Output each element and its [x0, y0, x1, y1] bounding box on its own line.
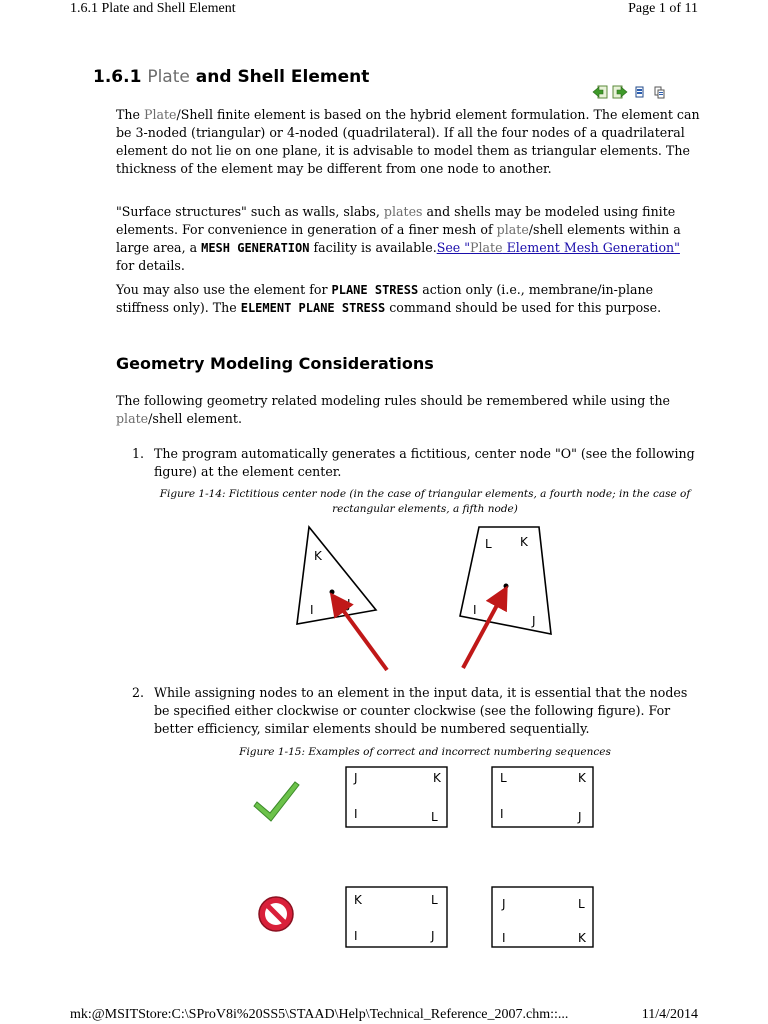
list-text: The program automatically generates a fictitious, center node "O" (see the following figure) at the element center.	[154, 446, 695, 479]
incorrect-element-b	[492, 887, 593, 947]
list-item	[116, 684, 700, 738]
title-highlight: Plate	[147, 67, 190, 87]
node-label: J	[578, 810, 582, 824]
element-plane-stress-keyword: ELEMENT PLANE STRESS	[240, 301, 386, 315]
previous-topic-icon[interactable]	[592, 84, 608, 100]
correct-element-a	[346, 767, 447, 827]
node-label: L	[578, 897, 585, 911]
node-label: I	[354, 929, 358, 943]
mesh-generation-keyword: MESH GENERATION	[201, 241, 310, 255]
node-label: K	[314, 549, 322, 563]
node-label: J	[347, 597, 351, 611]
figure-caption: Figure 1-14: Fictitious center node (in the case of triangular elements, a fourth node; in the case of rectangular elements, a fifth node)	[159, 488, 691, 515]
list-number: 2.	[132, 685, 145, 700]
mesh-generation-link[interactable]: See "Plate Element Mesh Generation"	[436, 240, 680, 255]
node-label: I	[502, 931, 506, 945]
node-label: J	[532, 614, 536, 628]
intro-paragraph: The Plate/Shell finite element is based on the hybrid element formulation. The element can be 3-noded (triangular) or 4-noded (quadrilateral). If all the four nodes of a quadrilateral element do not lie on one plane, it is advisable to model them as triangular elements. The thickness of the element may be different from one node to another.	[116, 107, 700, 176]
page-footer-date: 11/4/2014	[641, 1007, 698, 1022]
help-toolbar	[592, 84, 668, 100]
plane-stress-keyword: PLANE STRESS	[331, 283, 419, 297]
correct-element-b	[492, 767, 593, 827]
geometry-rules-paragraph: The following geometry related modeling rules should be remembered while using the plate/shell element.	[116, 393, 671, 426]
page-number: Page 1 of 11	[628, 1, 698, 16]
numbering-sequence-figure	[250, 764, 610, 949]
page-header-title: 1.6.1 Plate and Shell Element	[70, 1, 236, 16]
list-text: While assigning nodes to an element in the input data, it is essential that the nodes be specified either clockwise or counter clockwise (see the following figure). For better efficiency, similar elements should be numbered sequentially.	[154, 685, 688, 736]
node-label: J	[354, 771, 358, 785]
title-rest: and Shell Element	[195, 67, 370, 87]
center-node-figure	[280, 518, 580, 678]
check-icon	[254, 782, 299, 821]
node-label: K	[433, 771, 441, 785]
copy-icon[interactable]	[652, 84, 668, 100]
center-node	[504, 584, 509, 589]
section-number: 1.6.1	[93, 67, 142, 87]
quad-element	[460, 527, 551, 634]
section-heading: Geometry Modeling Considerations	[116, 354, 434, 373]
node-label: K	[354, 893, 362, 907]
prohibited-icon	[259, 897, 293, 931]
surface-structures-paragraph: "Surface structures" such as walls, slabs, plates and shells may be modeled using finite elements. For convenience in generation of a finer mesh of plate/shell elements within a large area, a MESH GENERATION facility is available.See "Plate Element Mesh Generation" for details.	[116, 204, 681, 273]
node-label: L	[431, 893, 438, 907]
node-label: L	[431, 810, 438, 824]
list-number: 1.	[132, 446, 145, 461]
center-node	[330, 590, 335, 595]
incorrect-element-a	[346, 887, 447, 947]
plate-highlight: Plate	[143, 107, 177, 122]
list-item	[116, 445, 700, 481]
page-title	[93, 67, 369, 87]
node-label: I	[310, 603, 314, 617]
figure-caption: Figure 1-15: Examples of correct and incorrect numbering sequences	[239, 746, 611, 758]
node-label: J	[431, 929, 435, 943]
next-topic-icon[interactable]	[612, 84, 628, 100]
print-icon[interactable]	[632, 84, 648, 100]
node-label: I	[473, 603, 477, 617]
node-label: K	[520, 535, 528, 549]
node-label: I	[500, 807, 504, 821]
triangle-element	[297, 527, 376, 624]
node-label: K	[578, 931, 586, 945]
node-label: J	[502, 897, 506, 911]
node-label: L	[485, 537, 492, 551]
node-label: L	[500, 771, 507, 785]
node-label: K	[578, 771, 586, 785]
plane-stress-paragraph: You may also use the element for PLANE STRESS action only (i.e., membrane/in-plane stiffness only). The ELEMENT PLANE STRESS command should be used for this purpose.	[116, 282, 662, 315]
node-label: I	[354, 807, 358, 821]
arrow-icon	[463, 596, 502, 668]
page-footer-url: mk:@MSITStore:C:\SProV8i%20SS5\STAAD\Help\Technical_Reference_2007.chm::...	[70, 1007, 569, 1022]
